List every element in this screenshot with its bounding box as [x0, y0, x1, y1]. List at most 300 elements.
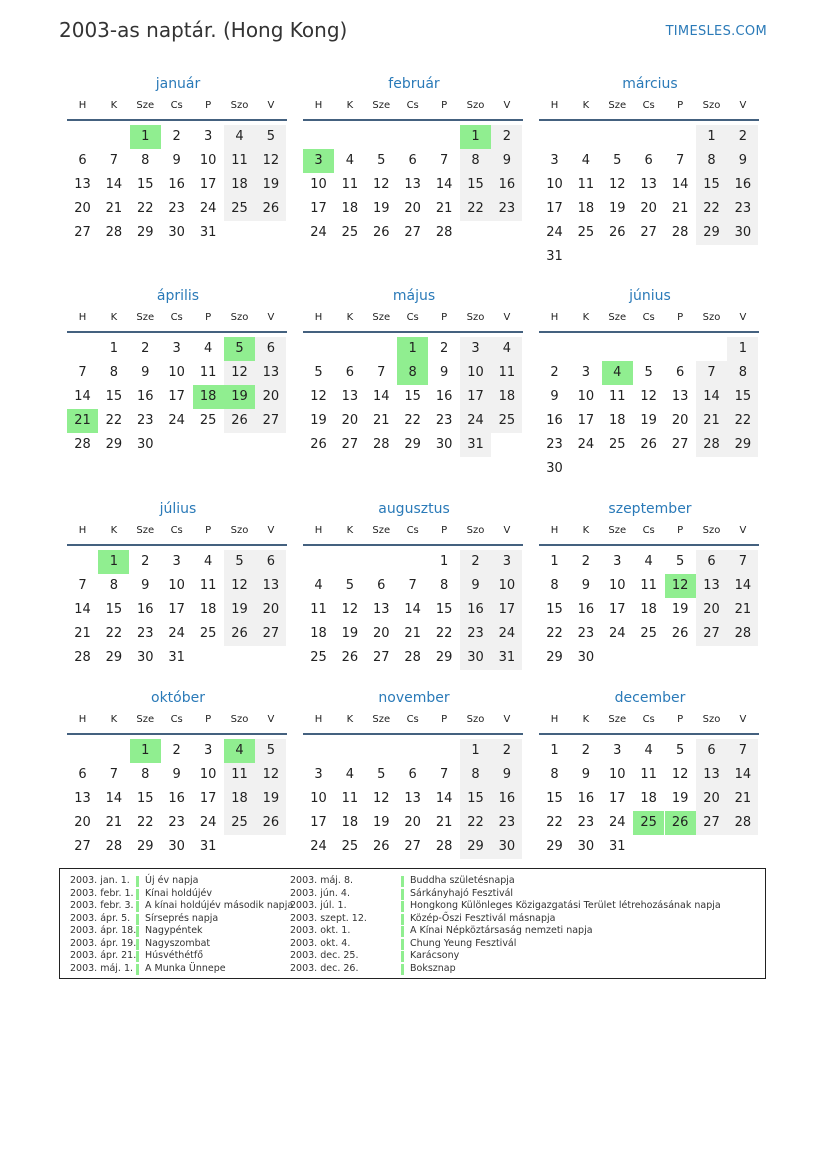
- weekday-label: H: [78, 100, 87, 111]
- weekday-header: [303, 524, 525, 544]
- day-cell: 9: [460, 574, 491, 598]
- header-rule: [67, 544, 287, 546]
- day-cell: 22: [460, 197, 491, 221]
- weekday-label: K: [346, 525, 354, 536]
- day-cell: 18: [491, 385, 522, 409]
- day-cell: 10: [577, 389, 595, 404]
- day-cell: 18: [199, 602, 217, 617]
- day-cell: 20: [696, 787, 727, 811]
- weekday-label: H: [78, 312, 87, 323]
- day-cell: 13: [404, 177, 421, 192]
- day-cell: 14: [404, 602, 421, 617]
- weekday-label: P: [677, 525, 684, 536]
- day-cell: 30: [727, 221, 758, 245]
- day-cell: 8: [460, 149, 491, 173]
- weekday-label: V: [503, 525, 511, 536]
- day-cell: 7: [109, 767, 119, 782]
- weekday-label: Sze: [372, 312, 391, 323]
- day-cell: 29: [137, 839, 154, 854]
- legend-color-marker: [136, 901, 139, 912]
- day-cell: 26: [255, 811, 286, 835]
- day-cell: 13: [640, 177, 657, 192]
- month-title: november: [378, 690, 450, 706]
- day-cell: 27: [696, 811, 727, 835]
- weekday-label: K: [346, 100, 354, 111]
- day-cell: 14: [74, 389, 91, 404]
- weekday-label: P: [677, 714, 684, 725]
- weekday-label: Cs: [170, 312, 183, 323]
- legend-holiday-name: Sárkányhajó Fesztivál: [410, 887, 514, 899]
- day-cell: 5: [675, 743, 685, 758]
- legend-color-marker: [401, 939, 404, 950]
- day-cell: 2: [550, 365, 559, 380]
- day-cell: 20: [404, 201, 421, 216]
- day-cell: 6: [255, 337, 286, 361]
- day-cell: 4: [644, 743, 653, 758]
- day-cell: 10: [609, 767, 626, 782]
- day-cell: 22: [105, 413, 123, 428]
- day-cell: 7: [439, 153, 449, 168]
- weekday-label: Szo: [466, 525, 485, 536]
- day-cell: 19: [255, 787, 286, 811]
- day-cell: 27: [404, 839, 421, 854]
- day-cell: 23: [577, 815, 595, 830]
- weekday-label: Sze: [136, 525, 155, 536]
- day-cell: 9: [491, 763, 522, 787]
- day-cell: 22: [404, 413, 421, 428]
- day-cell: 7: [727, 739, 758, 763]
- day-cell: 2: [141, 341, 150, 356]
- day-cell: 13: [696, 763, 727, 787]
- day-cell: 14: [373, 389, 390, 404]
- day-cell: 23: [491, 811, 522, 835]
- day-cell: 27: [373, 650, 390, 665]
- day-cell: 25: [224, 197, 255, 221]
- day-cell: 13: [255, 361, 286, 385]
- day-cell: 14: [727, 763, 758, 787]
- day-cell: 14: [435, 177, 453, 192]
- weekday-label: P: [205, 100, 212, 111]
- day-cell: 25: [310, 650, 327, 665]
- legend-date: 2003. febr. 1.: [70, 887, 134, 899]
- day-cell: 30: [168, 839, 185, 854]
- weekday-label: Cs: [406, 312, 419, 323]
- day-cell: 16: [137, 389, 154, 404]
- day-cell: 6: [78, 767, 87, 782]
- day-cell: 28: [435, 225, 453, 240]
- weekday-label: V: [739, 525, 747, 536]
- legend-color-marker: [136, 876, 139, 887]
- day-cell: 29: [404, 437, 421, 452]
- day-cell: 28: [105, 839, 123, 854]
- day-cell: 19: [310, 413, 327, 428]
- day-cell: 6: [255, 550, 286, 574]
- day-cell: 6: [408, 767, 417, 782]
- month-title: július: [159, 501, 197, 517]
- day-cell: 11: [310, 602, 327, 617]
- day-cell: 13: [255, 574, 286, 598]
- weekday-label: Sze: [372, 100, 391, 111]
- day-cell: 29: [727, 433, 758, 457]
- day-cell: 28: [373, 437, 390, 452]
- legend-holiday-name: A kínai holdújév második napja: [145, 900, 294, 911]
- day-cell: 17: [310, 815, 327, 830]
- weekday-label: P: [441, 100, 448, 111]
- day-cell: 28: [435, 839, 453, 854]
- legend-color-marker: [401, 901, 404, 912]
- weekday-label: Cs: [642, 312, 655, 323]
- day-cell: 31: [546, 249, 563, 264]
- weekday-label: Sze: [136, 100, 155, 111]
- weekday-header: [67, 311, 289, 331]
- day-cell: 11: [224, 763, 255, 787]
- weekday-label: Sze: [608, 312, 627, 323]
- day-cell: 11: [341, 177, 359, 192]
- day-cell: 14: [727, 574, 758, 598]
- weekday-label: H: [78, 525, 87, 536]
- day-cell: 31: [460, 433, 491, 457]
- day-cell: 8: [696, 149, 727, 173]
- weekday-label: V: [267, 312, 275, 323]
- day-cell: 19: [255, 173, 286, 197]
- day-cell: 15: [546, 791, 563, 806]
- legend-color-marker: [401, 914, 404, 925]
- header-rule: [303, 733, 523, 735]
- day-cell: 13: [74, 177, 91, 192]
- weekday-label: P: [677, 100, 684, 111]
- day-cell: 10: [460, 361, 491, 385]
- month-title: szeptember: [608, 501, 692, 517]
- weekday-label: K: [582, 525, 590, 536]
- day-cell: 12: [310, 389, 327, 404]
- holiday-legend: [59, 868, 766, 979]
- day-cell: 20: [255, 598, 286, 622]
- day-cell: 16: [137, 602, 154, 617]
- holiday-day-cell: 26: [665, 811, 696, 835]
- month-title: február: [388, 76, 440, 92]
- day-cell: 1: [696, 125, 727, 149]
- day-cell: 31: [491, 646, 522, 670]
- day-cell: 29: [105, 650, 123, 665]
- day-cell: 3: [613, 554, 622, 569]
- day-cell: 3: [550, 153, 559, 168]
- brand-logo[interactable]: TIMESLES.COM: [665, 24, 767, 39]
- day-cell: 19: [373, 815, 390, 830]
- day-cell: 3: [172, 554, 181, 569]
- day-cell: 28: [727, 811, 758, 835]
- day-cell: 24: [460, 409, 491, 433]
- legend-date: 2003. dec. 25.: [290, 950, 359, 961]
- day-cell: 27: [640, 225, 657, 240]
- day-cell: 12: [373, 791, 390, 806]
- day-cell: 26: [373, 225, 390, 240]
- day-cell: 20: [373, 626, 390, 641]
- day-cell: 8: [439, 578, 449, 593]
- day-cell: 5: [377, 767, 386, 782]
- day-cell: 31: [609, 839, 626, 854]
- legend-date: 2003. jún. 4.: [290, 887, 351, 899]
- day-cell: 3: [314, 767, 323, 782]
- day-cell: 14: [696, 385, 727, 409]
- day-cell: 11: [609, 389, 626, 404]
- day-cell: 29: [435, 650, 453, 665]
- day-cell: 28: [74, 650, 91, 665]
- day-cell: 22: [696, 197, 727, 221]
- day-cell: 16: [577, 791, 595, 806]
- header-rule: [303, 331, 523, 333]
- day-cell: 19: [671, 602, 689, 617]
- weekday-label: P: [441, 714, 448, 725]
- day-cell: 18: [577, 201, 595, 216]
- weekday-label: Cs: [642, 714, 655, 725]
- day-cell: 4: [203, 554, 213, 569]
- day-cell: 6: [696, 739, 727, 763]
- header-rule: [67, 331, 287, 333]
- day-cell: 30: [577, 839, 595, 854]
- day-cell: 10: [199, 767, 217, 782]
- day-cell: 3: [613, 743, 622, 758]
- day-cell: 26: [671, 626, 689, 641]
- weekday-label: Sze: [608, 525, 627, 536]
- day-cell: 3: [203, 129, 213, 144]
- weekday-label: P: [441, 312, 448, 323]
- day-cell: 20: [341, 413, 359, 428]
- day-cell: 7: [78, 365, 87, 380]
- legend-color-marker: [136, 889, 139, 900]
- day-cell: 16: [727, 173, 758, 197]
- day-cell: 19: [609, 201, 626, 216]
- day-cell: 16: [577, 602, 595, 617]
- legend-date: 2003. ápr. 5.: [70, 912, 131, 924]
- day-cell: 27: [74, 225, 91, 240]
- day-cell: 19: [341, 626, 359, 641]
- weekday-label: V: [267, 100, 275, 111]
- day-cell: 5: [675, 554, 685, 569]
- day-cell: 11: [341, 791, 359, 806]
- legend-date: 2003. febr. 3.: [70, 900, 134, 911]
- weekday-label: P: [205, 714, 212, 725]
- day-cell: 20: [640, 201, 657, 216]
- day-cell: 9: [581, 578, 591, 593]
- header-rule: [67, 733, 287, 735]
- day-cell: 27: [404, 225, 421, 240]
- month-title: január: [155, 76, 201, 92]
- day-cell: 25: [199, 626, 217, 641]
- weekday-label: H: [550, 525, 559, 536]
- day-cell: 30: [546, 461, 563, 476]
- weekday-label: Szo: [230, 525, 249, 536]
- day-cell: 6: [675, 365, 685, 380]
- legend-holiday-name: Karácsony: [410, 950, 460, 961]
- day-cell: 22: [105, 626, 123, 641]
- day-cell: 29: [546, 650, 563, 665]
- header-rule: [539, 119, 759, 121]
- legend-color-marker: [401, 951, 404, 962]
- day-cell: 8: [460, 763, 491, 787]
- holiday-day-cell: 1: [397, 337, 428, 361]
- holiday-day-cell: 19: [224, 385, 255, 409]
- day-cell: 14: [435, 791, 453, 806]
- month-title: december: [614, 690, 686, 706]
- day-cell: 12: [255, 149, 286, 173]
- holiday-day-cell: 5: [224, 337, 255, 361]
- day-cell: 21: [435, 815, 453, 830]
- day-cell: 15: [137, 177, 154, 192]
- weekday-label: K: [582, 714, 590, 725]
- month-title: augusztus: [378, 501, 450, 517]
- day-cell: 17: [168, 389, 185, 404]
- day-cell: 2: [439, 341, 449, 356]
- day-cell: 19: [640, 413, 657, 428]
- day-cell: 10: [310, 177, 327, 192]
- day-cell: 21: [373, 413, 390, 428]
- weekday-label: Sze: [136, 312, 155, 323]
- day-cell: 24: [168, 626, 185, 641]
- weekday-label: H: [550, 312, 559, 323]
- weekday-header: [539, 524, 761, 544]
- day-cell: 8: [727, 361, 758, 385]
- day-cell: 6: [345, 365, 355, 380]
- day-cell: 4: [345, 767, 355, 782]
- legend-holiday-name: Sírseprés napja: [145, 912, 219, 924]
- day-cell: 5: [224, 550, 255, 574]
- day-cell: 5: [613, 153, 622, 168]
- day-cell: 26: [640, 437, 657, 452]
- day-cell: 16: [168, 791, 185, 806]
- day-cell: 3: [460, 337, 491, 361]
- day-cell: 7: [109, 153, 119, 168]
- day-cell: 29: [696, 221, 727, 245]
- weekday-label: Szo: [702, 100, 721, 111]
- day-cell: 13: [696, 574, 727, 598]
- legend-holiday-name: A Kínai Népköztársaság nemzeti napja: [410, 925, 593, 936]
- day-cell: 28: [696, 433, 727, 457]
- weekday-label: K: [346, 312, 354, 323]
- day-cell: 27: [341, 437, 359, 452]
- day-cell: 17: [577, 413, 595, 428]
- day-cell: 15: [404, 389, 421, 404]
- weekday-label: V: [739, 714, 747, 725]
- day-cell: 3: [203, 743, 213, 758]
- month-title: október: [151, 690, 205, 706]
- day-cell: 20: [404, 815, 421, 830]
- legend-date: 2003. okt. 1.: [290, 925, 351, 936]
- weekday-label: Cs: [170, 100, 183, 111]
- weekday-label: Sze: [608, 714, 627, 725]
- weekday-label: Sze: [608, 100, 627, 111]
- day-cell: 17: [460, 385, 491, 409]
- day-cell: 31: [168, 650, 185, 665]
- day-cell: 23: [168, 201, 185, 216]
- day-cell: 8: [109, 365, 119, 380]
- weekday-label: P: [441, 525, 448, 536]
- weekday-label: K: [582, 100, 590, 111]
- day-cell: 17: [609, 791, 626, 806]
- day-cell: 26: [609, 225, 626, 240]
- day-cell: 31: [199, 225, 217, 240]
- day-cell: 25: [199, 413, 217, 428]
- day-cell: 18: [224, 787, 255, 811]
- weekday-label: H: [78, 714, 87, 725]
- weekday-label: H: [314, 100, 323, 111]
- day-cell: 2: [581, 554, 591, 569]
- weekday-label: Szo: [466, 312, 485, 323]
- day-cell: 10: [546, 177, 563, 192]
- day-cell: 20: [74, 815, 91, 830]
- month-title: június: [629, 288, 671, 304]
- day-cell: 15: [137, 791, 154, 806]
- day-cell: 17: [168, 602, 185, 617]
- weekday-label: Cs: [642, 100, 655, 111]
- day-cell: 15: [435, 602, 453, 617]
- day-cell: 27: [255, 409, 286, 433]
- day-cell: 17: [199, 791, 217, 806]
- day-cell: 3: [491, 550, 522, 574]
- day-cell: 26: [373, 839, 390, 854]
- month-title: május: [392, 288, 436, 304]
- day-cell: 23: [460, 622, 491, 646]
- weekday-label: H: [314, 714, 323, 725]
- day-cell: 26: [224, 409, 255, 433]
- day-cell: 21: [105, 201, 123, 216]
- weekday-label: Szo: [702, 312, 721, 323]
- weekday-label: K: [346, 714, 354, 725]
- day-cell: 24: [546, 225, 563, 240]
- day-cell: 16: [491, 173, 522, 197]
- day-cell: 18: [640, 602, 657, 617]
- legend-date: 2003. jan. 1.: [70, 875, 130, 886]
- day-cell: 22: [727, 409, 758, 433]
- day-cell: 25: [224, 811, 255, 835]
- day-cell: 9: [172, 767, 181, 782]
- holiday-day-cell: 3: [303, 149, 334, 173]
- day-cell: 21: [404, 626, 421, 641]
- weekday-label: K: [110, 100, 118, 111]
- day-cell: 1: [109, 341, 119, 356]
- legend-color-marker: [401, 876, 404, 887]
- day-cell: 17: [491, 598, 522, 622]
- day-cell: 30: [435, 437, 453, 452]
- holiday-day-cell: 4: [602, 361, 633, 385]
- day-cell: 5: [255, 125, 286, 149]
- day-cell: 23: [577, 626, 595, 641]
- legend-date: 2003. máj. 8.: [290, 875, 354, 886]
- day-cell: 18: [609, 413, 626, 428]
- weekday-label: Sze: [372, 714, 391, 725]
- day-cell: 27: [74, 839, 91, 854]
- day-cell: 19: [373, 201, 390, 216]
- day-cell: 23: [491, 197, 522, 221]
- day-cell: 11: [224, 149, 255, 173]
- weekday-label: V: [503, 312, 511, 323]
- day-cell: 26: [255, 197, 286, 221]
- day-cell: 23: [435, 413, 453, 428]
- legend-holiday-name: Nagypéntek: [145, 925, 203, 936]
- day-cell: 11: [640, 578, 657, 593]
- day-cell: 25: [341, 839, 359, 854]
- day-cell: 11: [640, 767, 657, 782]
- legend-color-marker: [136, 926, 139, 937]
- day-cell: 11: [199, 365, 217, 380]
- day-cell: 4: [203, 341, 213, 356]
- weekday-label: Cs: [406, 714, 419, 725]
- day-cell: 18: [341, 201, 359, 216]
- day-cell: 20: [74, 201, 91, 216]
- legend-color-marker: [401, 889, 404, 900]
- day-cell: 6: [78, 153, 87, 168]
- day-cell: 24: [310, 839, 327, 854]
- day-cell: 7: [377, 365, 386, 380]
